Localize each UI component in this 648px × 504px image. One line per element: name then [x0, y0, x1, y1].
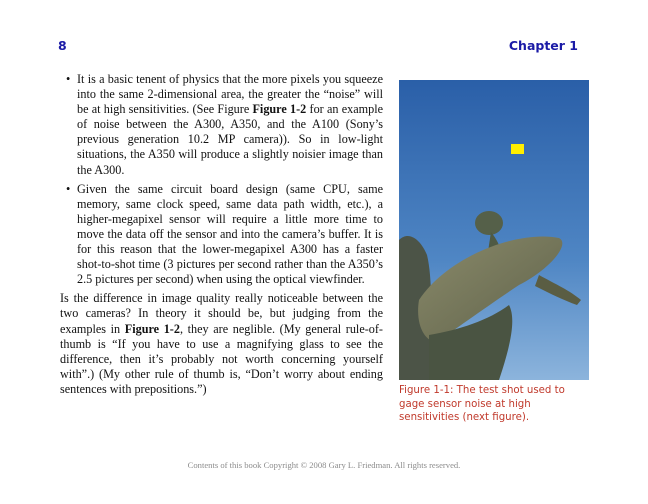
bullet-text-1a: It is a basic tenent of physics that the more pixels you squeeze into the same 2-dimensional area, the greater the “noise” will be at high sensitivities. (See Figure — [77, 72, 383, 117]
highlight-marker — [511, 144, 524, 154]
page-number: 8 — [58, 38, 67, 53]
figure-ref: Figure 1-2 — [252, 102, 307, 117]
statue-photo — [399, 80, 589, 380]
body-text-column — [60, 72, 383, 397]
bullet-icon: • — [66, 72, 71, 86]
bullet-item — [60, 72, 383, 178]
bullet-icon: • — [66, 181, 71, 196]
para-text-b: , they are neglible. (My general rule-of-thumb is “If you have to use a magnifying glass to see the difference, then it’s probably not worth concerning yourself with”.) (My other rule of thumb is, “Don’t worry about ending sentences with prepositions.”) — [60, 321, 383, 396]
figure-caption-text: The test shot used to gage sensor noise at high sensitivities (next figure). — [399, 385, 565, 424]
figure-ref: Figure 1-2 — [124, 321, 180, 336]
copyright-footer: Contents of this book Copyright © 2008 Gary L. Friedman. All rights reserved. — [187, 460, 461, 470]
figure-caption — [399, 384, 589, 425]
figure-label: Figure 1-1: — [399, 385, 454, 396]
chapter-heading: Chapter 1 — [508, 38, 578, 53]
bullet-text-1b: for an example of noise between the A300, A350, and the A100 (Sony’s previous generation 10.2 MP camera)). So in low-light situations, the A350 will produce a slightly noisier image than the A300. — [77, 102, 383, 177]
bullet-text-2: Given the same circuit board design (same CPU, same memory, same clock speed, same data path width, etc.), a higher-megapixel sensor will require a little more time to move the data off the sensor and into the camera’s buffer. It is for this reason that the lower-megapixel A300 has a faster shot-to-shot time (3 pictures per second rather than the A350’s 2.5 pictures per second) when using the optical viewfinder. — [77, 181, 383, 287]
bullet-item — [60, 182, 383, 288]
body-paragraph — [60, 291, 383, 397]
para-text-a: Is the difference in image quality really noticeable between the two cameras? In theory it should be, but judging from the examples in — [60, 291, 383, 336]
